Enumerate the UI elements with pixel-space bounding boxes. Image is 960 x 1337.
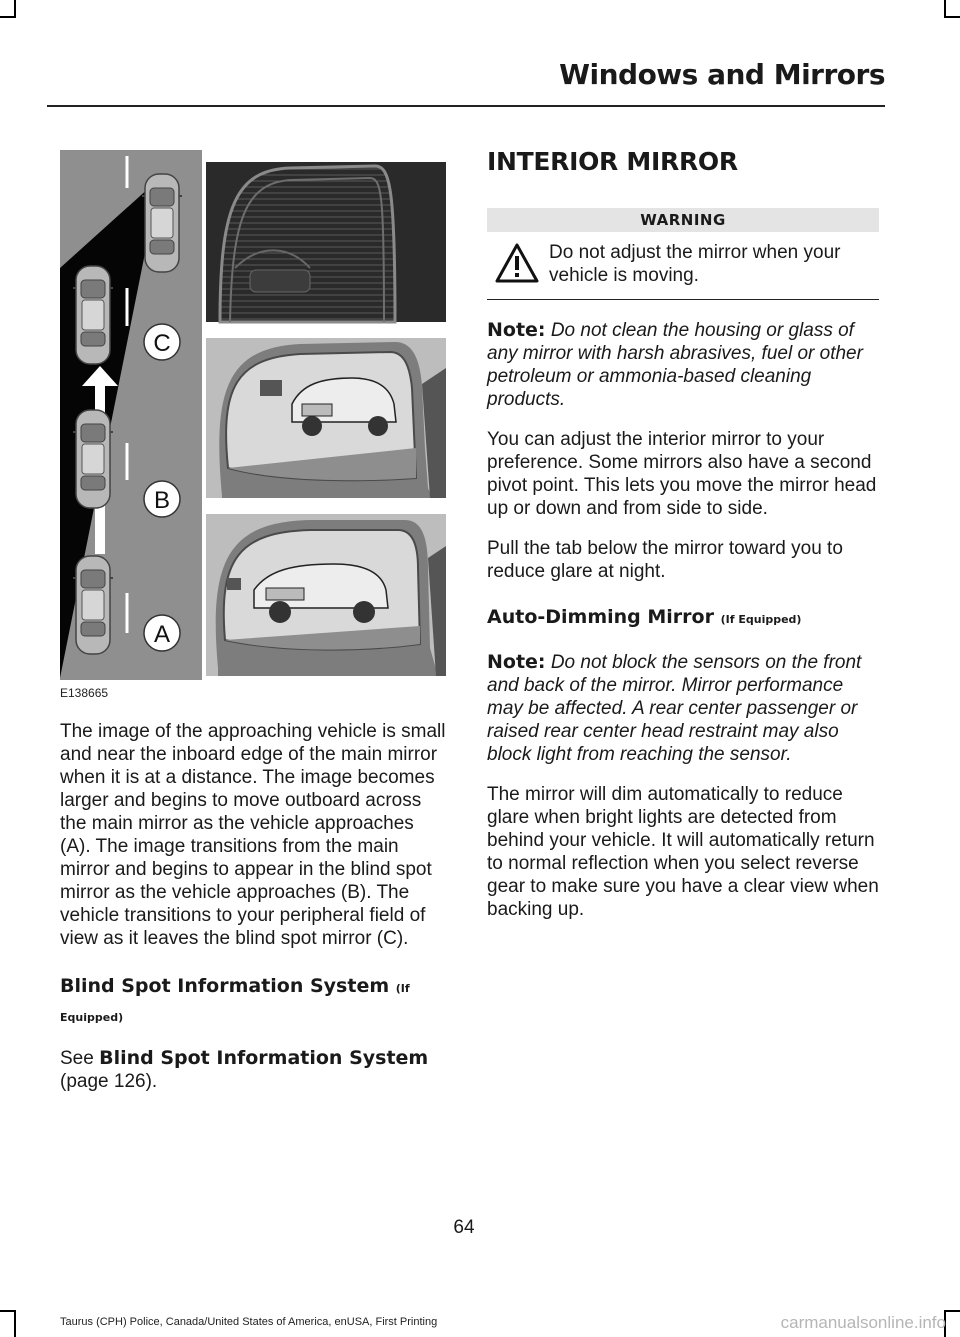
header-rule <box>47 105 885 107</box>
note-sensors-text: Do not block the sensors on the front and back of the mirror. Mirror performance may be affected. A rear center passenger or raised rear center head restraint may also block light from reaching the sensor. <box>487 652 862 765</box>
left-column <box>60 720 448 1093</box>
crop-mark <box>944 1310 960 1312</box>
crop-mark <box>944 0 946 16</box>
crop-mark <box>0 16 16 18</box>
bsis-equipped: (If Equipped) <box>60 982 410 1024</box>
bsis-heading-text: Blind Spot Information System <box>60 975 390 997</box>
note-cleaning-text: Do not clean the housing or glass of any mirror with harsh abrasives, fuel or other petroleum or ammonia-based cleaning products. <box>487 320 863 410</box>
svg-text:C: C <box>153 330 171 357</box>
figure-code: E138665 <box>60 686 109 700</box>
adjust-paragraph: You can adjust the interior mirror to your preference. Some mirrors also have a second pivot point. This lets you move the mirror head up or down and from side to side. <box>487 429 877 519</box>
auto-dimming-heading <box>487 604 879 633</box>
auto-dimming-heading-text: Auto-Dimming Mirror <box>487 606 714 628</box>
bsis-heading <box>60 973 448 1031</box>
blind-spot-figure <box>60 148 446 682</box>
page-reference: (page 126). <box>60 1071 158 1092</box>
mirror-panel-a <box>206 514 446 676</box>
bsis-link[interactable]: Blind Spot Information System <box>99 1047 429 1069</box>
warning-box <box>487 241 879 300</box>
svg-text:B: B <box>153 487 171 514</box>
warning-triangle-icon <box>495 243 539 283</box>
crop-mark <box>0 1310 16 1312</box>
note-label: Note: <box>487 319 546 341</box>
auto-dim-paragraph: The mirror will dim automatically to reduce glare when bright lights are detected from behind your vehicle. It will automatically return to normal reflection when you select reverse gear to make sure you have a clear view when backing up. <box>487 784 879 920</box>
watermark: carmanualsonline.info <box>780 1313 946 1332</box>
bsis-reference <box>60 1047 448 1093</box>
mirror-panel-c <box>206 162 446 322</box>
car-icon <box>73 556 113 654</box>
note-sensors <box>487 651 879 766</box>
glare-paragraph: Pull the tab below the mirror toward you to reduce glare at night. <box>487 538 843 582</box>
note-label: Note: <box>487 651 546 673</box>
car-icon <box>73 266 113 364</box>
section-title: INTERIOR MIRROR <box>487 147 738 176</box>
warning-label: WARNING <box>487 208 879 232</box>
marker-b <box>144 481 180 517</box>
footer-text: Taurus (CPH) Police, Canada/United States of America, enUSA, First Printing <box>60 1316 438 1328</box>
marker-a <box>144 615 180 651</box>
auto-dimming-equipped: (If Equipped) <box>720 613 802 626</box>
crop-mark <box>14 0 16 16</box>
right-column <box>487 145 879 921</box>
marker-c <box>144 324 180 360</box>
blind-spot-explanation: The image of the approaching vehicle is small and near the inboard edge of the main mirror when it is at a distance. The image becomes larger and begins to move outboard across the main mirror as the vehicle approaches (A). The image transitions from the main mirror and begins to appear in the blind spot mirror as the vehicle approaches (B). The vehicle transitions to your peripheral field of view as it leaves the blind spot mirror (C). <box>60 721 446 949</box>
note-cleaning <box>487 319 879 411</box>
car-icon <box>73 410 113 508</box>
svg-text:A: A <box>153 621 171 648</box>
page-header-title: Windows and Mirrors <box>559 58 885 91</box>
crop-mark <box>14 1310 16 1337</box>
car-icon <box>142 174 182 272</box>
see-prefix: See <box>60 1048 94 1069</box>
page-number: 64 <box>453 1217 475 1238</box>
mirror-panel-b <box>206 338 446 498</box>
warning-text: Do not adjust the mirror when your vehicle is moving. <box>549 242 841 286</box>
crop-mark <box>944 16 960 18</box>
